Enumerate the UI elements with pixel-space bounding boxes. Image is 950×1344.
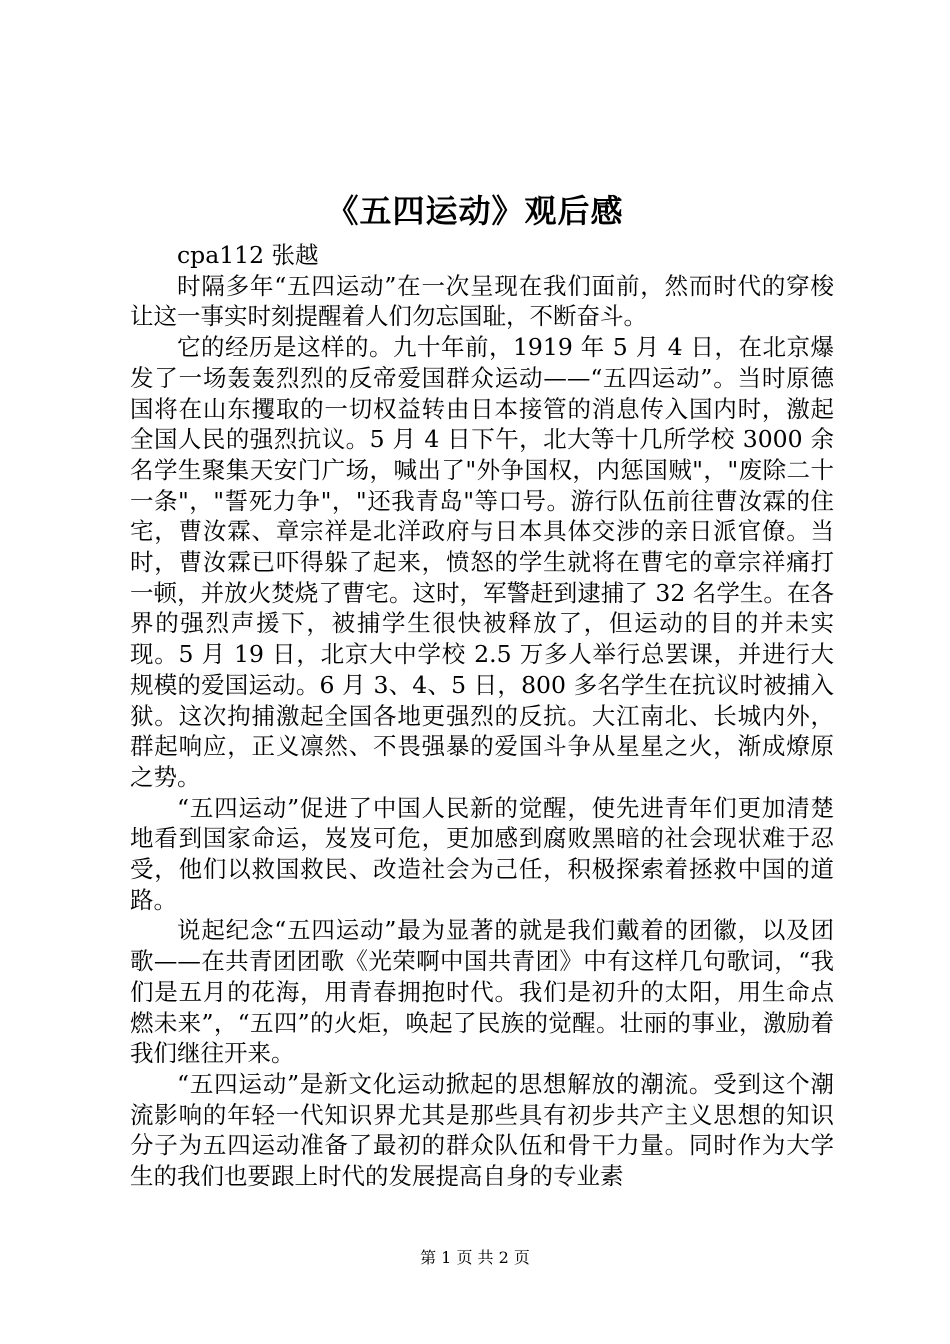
- paragraph-2: 它的经历是这样的。九十年前，1919 年 5 月 4 日，在北京爆发了一场轰轰烈烈的反帝爱国群众运动——“五四运动”。当时原德国将在山东攫取的一切权益转由日本接管的消息传入国内时，激起全国人民的强烈抗议。5 月 4 日下午，北大等十几所学校 3000 余名学生聚集天安门广场，喊出了"外争国权，内惩国贼"，"废除二十一条"，"誓死力争"，"还我青岛"等口号。游行队伍前往曹汝霖的住宅，曹汝霖、章宗祥是北洋政府与日本具体交涉的亲日派官僚。当时，曹汝霖已吓得躲了起来，愤怒的学生就将在曹宅的章宗祥痛打一顿，并放火焚烧了曹宅。这时，军警赶到逮捕了 32 名学生。在各界的强烈声援下，被捕学生很快被释放了，但运动的目的并未实现。5 月 19 日，北京大中学校 2.5 万多人举行总罢课，并进行大规模的爱国运动。6 月 3、4、5 日，800 多名学生在抗议时被捕入狱。这次拘捕激起全国各地更强烈的反抗。大江南北、长城内外，群起响应，正义凛然、不畏强暴的爱国斗争从星星之火，渐成燎原之势。: [130, 333, 834, 791]
- author-line: cpa112 张越: [177, 241, 319, 269]
- paragraph-3: “五四运动”促进了中国人民新的觉醒，使先进青年们更加清楚地看到国家命运，岌岌可危，更加感到腐败黑暗的社会现状难于忍受，他们以救国救民、改造社会为己任，积极探索着拯救中国的道路。: [130, 793, 834, 914]
- document-title: 《五四运动》观后感: [326, 192, 624, 230]
- paragraph-1: 时隔多年“五四运动”在一次呈现在我们面前，然而时代的穿梭让这一事实时刻提醒着人们勿忘国耻，不断奋斗。: [130, 271, 834, 331]
- document-body: [130, 240, 834, 1192]
- paragraph-5: “五四运动”是新文化运动掀起的思想解放的潮流。受到这个潮流影响的年轻一代知识界尤其是那些具有初步共产主义思想的知识分子为五四运动准备了最初的群众队伍和骨干力量。同时作为大学生的我们也要跟上时代的发展提高自身的专业素: [130, 1069, 834, 1191]
- paragraph-4: 说起纪念“五四运动”最为显著的就是我们戴着的团徽，以及团歌——在共青团团歌《光荣啊中国共青团》中有这样几句歌词，“我们是五月的花海，用青春拥抱时代。我们是初升的太阳，用生命点燃未来”，“五四”的火炬，唤起了民族的觉醒。壮丽的事业，激励着我们继往开来。: [130, 916, 834, 1068]
- page-footer: 第 1 页 共 2 页: [420, 1248, 530, 1267]
